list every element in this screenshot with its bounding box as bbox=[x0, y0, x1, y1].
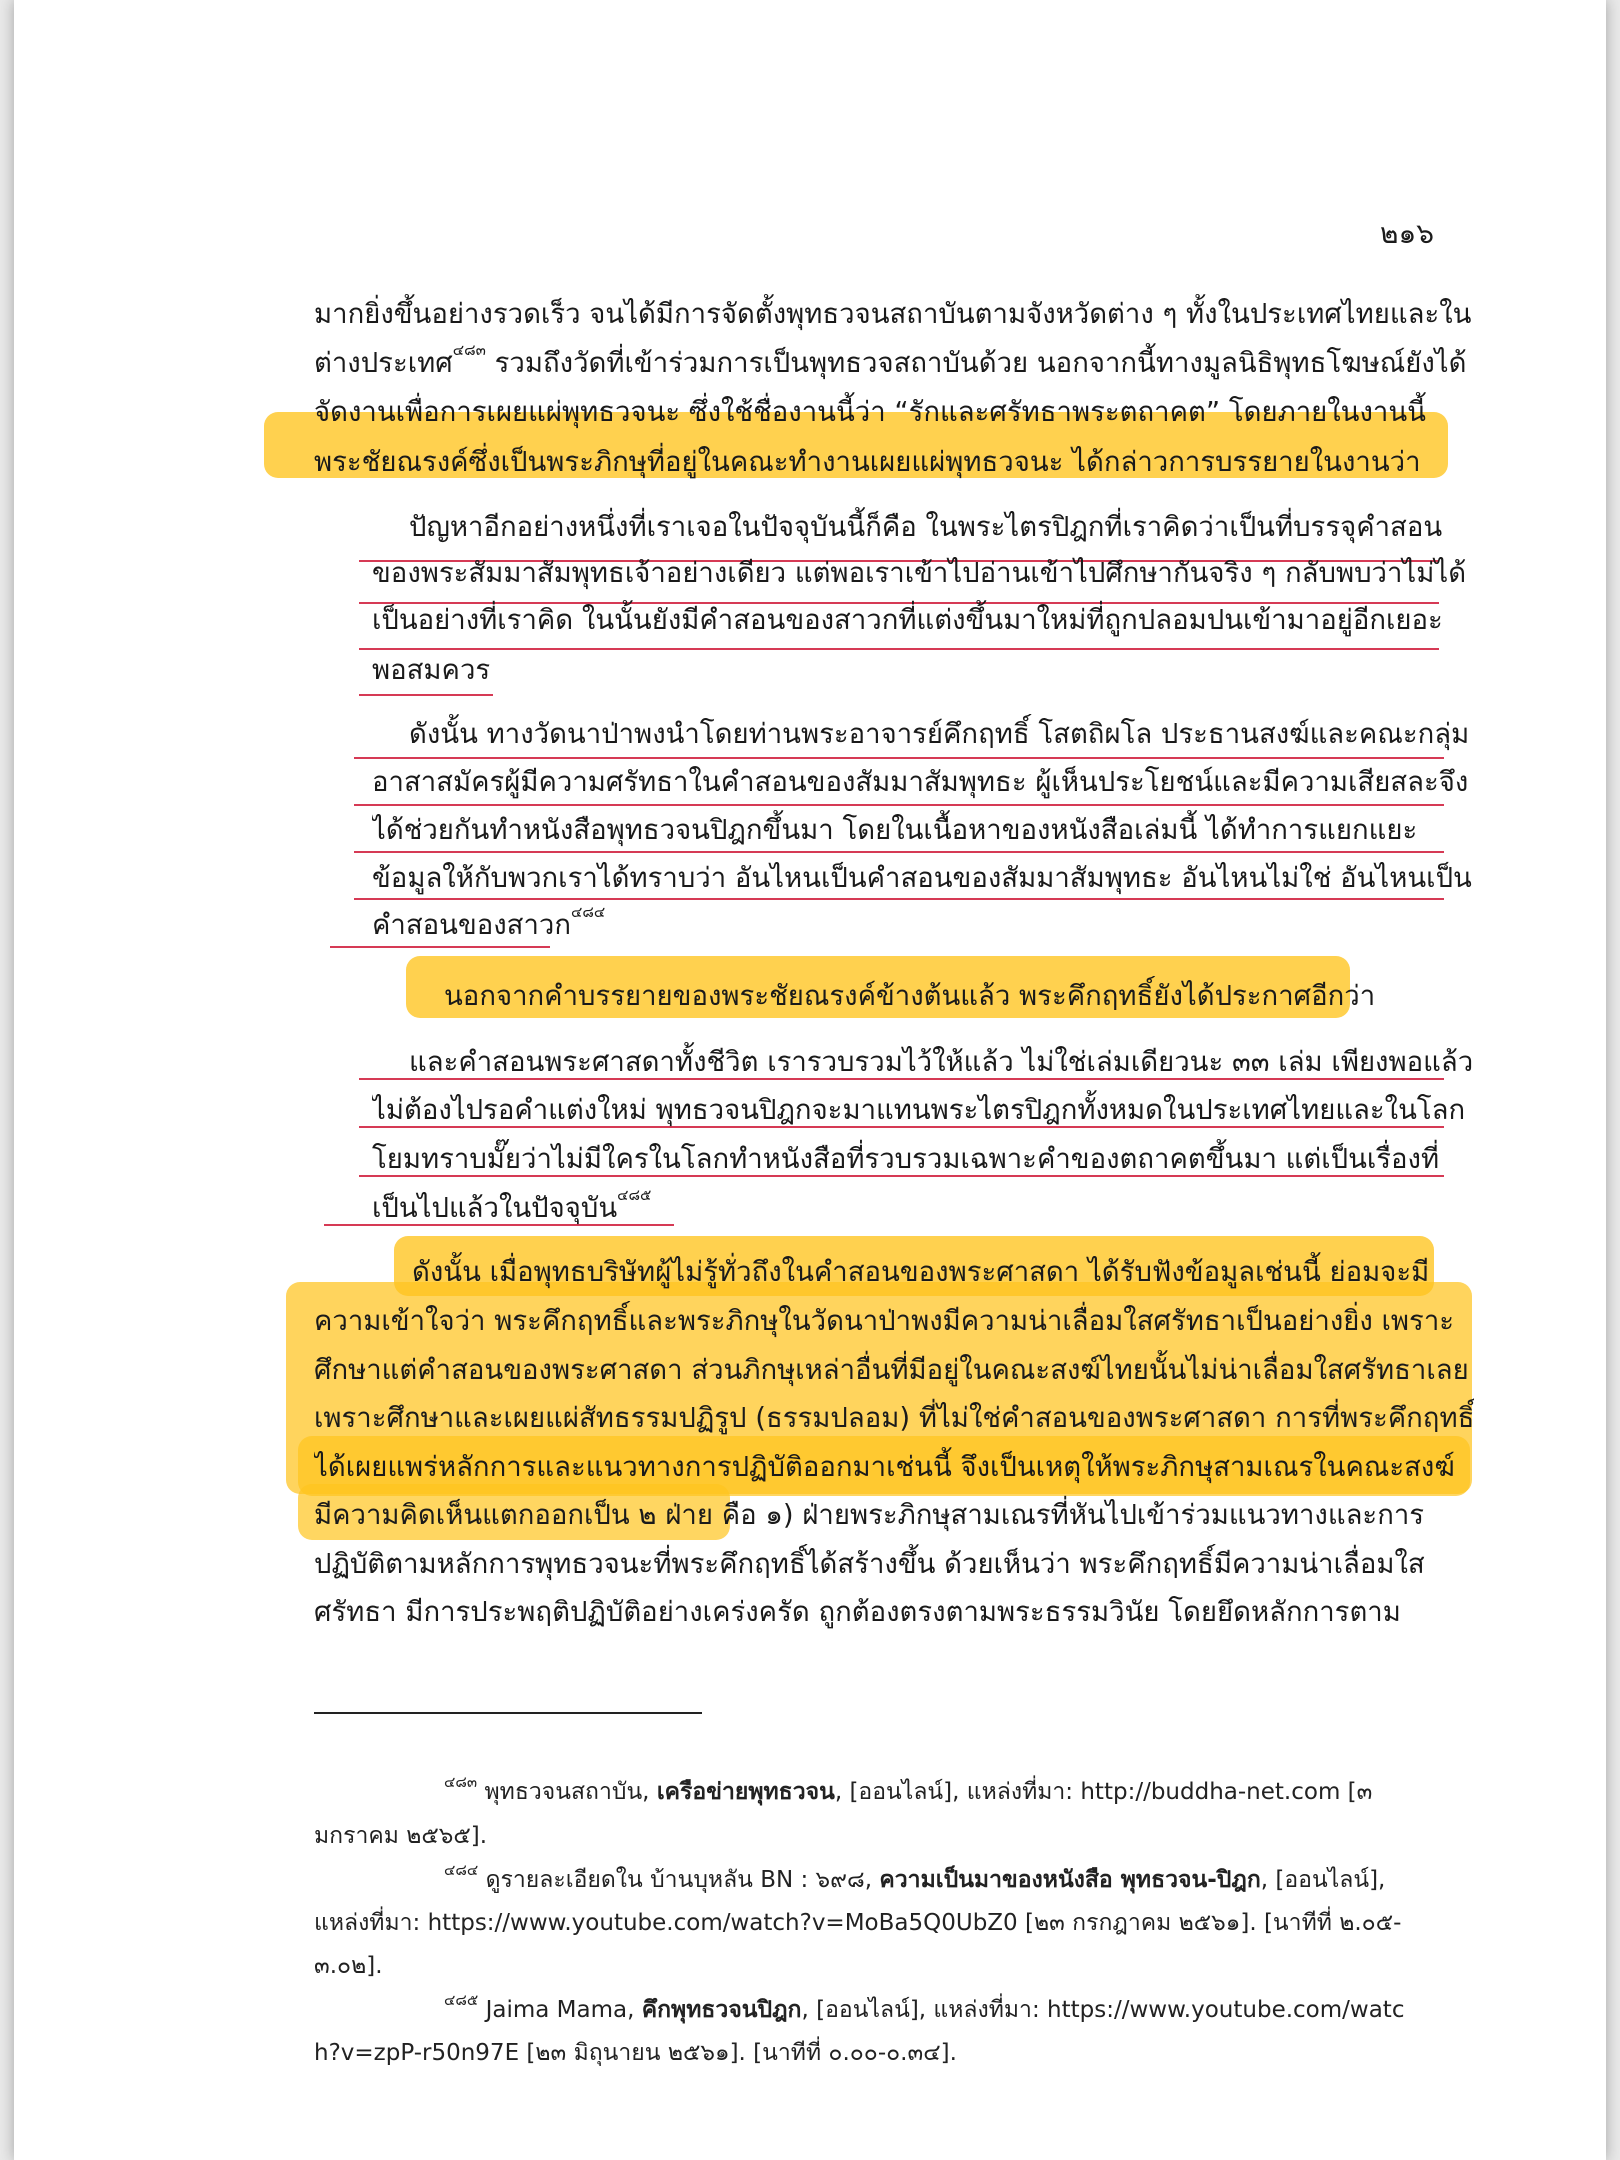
quote3-line-1: และคำสอนพระศาสดาทั้งชีวิต เรารวบรวมไว้ให้แล้ว ไม่ใช่เล่มเดียวนะ ๓๓ เล่ม เพียงพอแล้ว bbox=[409, 1046, 1474, 1078]
para2-line-5: ได้เผยแพร่หลักการและแนวทางการปฏิบัติออกมาเช่นนี้ จึงเป็นเหตุให้พระภิกษุสามเณรในคณะสงฆ์ bbox=[314, 1451, 1455, 1483]
para1-line-2: ต่างประเทศ$^{๔๘๓}$ รวมถึงวัดที่เข้าร่วมการเป็นพุทธวจสถาบันด้วย นอกจากนี้ทางมูลนิธิพุทธโฆษณ์ยังได้ bbox=[314, 343, 1467, 379]
intro2-line: นอกจากคำบรรยายของพระชัยณรงค์ข้างต้นแล้ว พระคึกฤทธิ์ยังได้ประกาศอีกว่า bbox=[444, 980, 1376, 1012]
quote2-line-1: ดังนั้น ทางวัดนาป่าพงนำโดยท่านพระอาจารย์คึกฤทธิ์ โสตถิผโล ประธานสงฆ์และคณะกลุ่ม bbox=[409, 718, 1470, 750]
footnote-485-line-2: h?v=zpP-r50n97E [๒๓ มิถุนายน ๒๕๖๑]. [นาทีที่ ๐.๐๐-๐.๓๔]. bbox=[314, 2040, 957, 2066]
footnote-483-line-1: $^{๔๘๓}$ พุทธวจนสถาบัน, เครือข่ายพุทธวจน, [ออนไลน์], แหล่งที่มา: http://buddha-net.com [๓ bbox=[444, 1773, 1373, 1805]
quote3-line-4: เป็นไปแล้วในปัจจุบัน$^{๔๘๕}$ bbox=[372, 1188, 652, 1224]
para2-line-4: เพราะศึกษาและเผยแผ่สัทธรรมปฏิรูป (ธรรมปลอม) ที่ไม่ใช่คำสอนของพระศาสดา การที่พระคึกฤทธิ์ bbox=[314, 1402, 1475, 1434]
footnote-485-line-1: $^{๔๘๕}$ Jaima Mama, คึกพุทธวจนปิฎก, [ออนไลน์], แหล่งที่มา: https://www.youtube.com/watc bbox=[444, 1991, 1405, 2023]
quote2-line-4: ข้อมูลให้กับพวกเราได้ทราบว่า อันไหนเป็นคำสอนของสัมมาสัมพุทธะ อันไหนไม่ใช่ อันไหนเป็น bbox=[372, 862, 1472, 894]
document-page bbox=[14, 0, 1606, 2160]
para2-line-2: ความเข้าใจว่า พระคึกฤทธิ์และพระภิกษุในวัดนาป่าพงมีความน่าเลื่อมใสศรัทธาเป็นอย่างยิ่ง เพราะ bbox=[314, 1305, 1455, 1337]
quote1-line-2: ของพระสัมมาสัมพุทธเจ้าอย่างเดียว แต่พอเราเข้าไปอ่านเข้าไปศึกษากันจริง ๆ กลับพบว่าไม่ได้ bbox=[372, 557, 1467, 589]
para2-line-7: ปฏิบัติตามหลักการพุทธวจนะที่พระคึกฤทธิ์ได้สร้างขึ้น ด้วยเห็นว่า พระคึกฤทธิ์มีความน่าเลื่อมใส bbox=[314, 1548, 1425, 1580]
footnote-483-line-2: มกราคม ๒๕๖๕]. bbox=[314, 1823, 488, 1849]
footnote-ref-485[interactable]: ๔๘๕ bbox=[617, 1188, 652, 1204]
footnote-484-line-1: $^{๔๘๔}$ ดูรายละเอียดใน บ้านบุหลัน BN : ๖๙๘, ความเป็นมาของหนังสือ พุทธวจน-ปิฎก, [ออนไลน์], bbox=[444, 1861, 1386, 1893]
para1-line-1: มากยิ่งขึ้นอย่างรวดเร็ว จนได้มีการจัดตั้งพุทธวจนสถาบันตามจังหวัดต่าง ๆ ทั้งในประเทศไทยและใน bbox=[314, 298, 1472, 330]
quote2-line-2: อาสาสมัครผู้มีความศรัทธาในคำสอนของสัมมาสัมพุทธะ ผู้เห็นประโยชน์และมีความเสียสละจึง bbox=[372, 766, 1469, 798]
para1-line-4: พระชัยณรงค์ซึ่งเป็นพระภิกษุที่อยู่ในคณะทำงานเผยแผ่พุทธวจนะ ได้กล่าวการบรรยายในงานว่า bbox=[314, 446, 1421, 478]
quote3-line-2: ไม่ต้องไปรอคำแต่งใหม่ พุทธวจนปิฎกจะมาแทนพระไตรปิฎกทั้งหมดในประเทศไทยและในโลก bbox=[372, 1094, 1466, 1126]
para2-line-3: ศึกษาแต่คำสอนของพระศาสดา ส่วนภิกษุเหล่าอื่นที่มีอยู่ในคณะสงฆ์ไทยนั้นไม่น่าเลื่อมใสศรัทธาเลย bbox=[314, 1354, 1469, 1386]
quote2-line-5: คำสอนของสาวก$^{๔๘๔}$ bbox=[372, 905, 606, 941]
para2-line-1: ดังนั้น เมื่อพุทธบริษัทผู้ไม่รู้ทั่วถึงในคำสอนของพระศาสดา ได้รับฟังข้อมูลเช่นนี้ ย่อมจะมี bbox=[412, 1256, 1430, 1288]
quote1-line-1: ปัญหาอีกอย่างหนึ่งที่เราเจอในปัจจุบันนี้ก็คือ ในพระไตรปิฎกที่เราคิดว่าเป็นที่บรรจุคำสอน bbox=[409, 511, 1443, 543]
para2-line-6: มีความคิดเห็นแตกออกเป็น ๒ ฝ่าย คือ ๑) ฝ่ายพระภิกษุสามเณรที่หันไปเข้าร่วมแนวทางและการ bbox=[314, 1499, 1425, 1531]
quote1-line-4: พอสมควร bbox=[372, 654, 491, 686]
para1-line-3: จัดงานเพื่อการเผยแผ่พุทธวจนะ ซึ่งใช้ชื่องานนี้ว่า “รักและศรัทธาพระตถาคต” โดยภายในงานนี้ bbox=[314, 396, 1426, 428]
quote2-line-3: ได้ช่วยกันทำหนังสือพุทธวจนปิฎกขึ้นมา โดยในเนื้อหาของหนังสือเล่มนี้ ได้ทำการแยกแยะ bbox=[372, 814, 1418, 846]
footnote-rule bbox=[314, 1712, 702, 1714]
para2-line-8: ศรัทธา มีการประพฤติปฏิบัติอย่างเคร่งครัด ถูกต้องตรงตามพระธรรมวินัย โดยยึดหลักการตาม bbox=[314, 1596, 1401, 1628]
footnote-ref-484[interactable]: ๔๘๔ bbox=[571, 905, 606, 921]
page-number: ๒๑๖ bbox=[1379, 217, 1434, 250]
quote1-line-3: เป็นอย่างที่เราคิด ในนั้นยังมีคำสอนของสาวกที่แต่งขึ้นมาใหม่ที่ถูกปลอมปนเข้ามาอยู่อีกเยอะ bbox=[372, 604, 1443, 636]
footnote-484-line-3: ๓.๐๒]. bbox=[314, 1953, 383, 1979]
footnote-ref-483[interactable]: ๔๘๓ bbox=[452, 343, 486, 359]
quote3-line-3: โยมทราบมั๊ยว่าไม่มีใครในโลกทำหนังสือที่รวบรวมเฉพาะคำของตถาคตขึ้นมา แต่เป็นเรื่องที่ bbox=[372, 1143, 1440, 1175]
footnote-484-line-2: แหล่งที่มา: https://www.youtube.com/watch?v=MoBa5Q0UbZ0 [๒๓ กรกฎาคม ๒๕๖๑]. [นาทีที่ ๒.๐๕- bbox=[314, 1910, 1402, 1936]
